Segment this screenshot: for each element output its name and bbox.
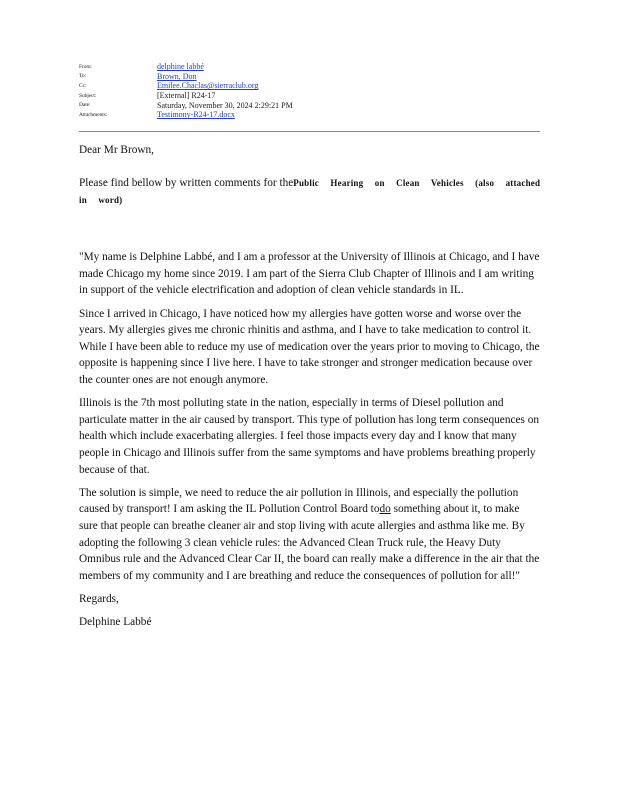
header-row-subject [79,91,540,101]
from-value-link[interactable]: delphine labbé [157,62,204,72]
header-row-date [79,100,540,110]
paragraph-2: Since I arrived in Chicago, I have noticed how my allergies have gotten worse and worse over the years. My allergies gives me chronic rhinitis and asthma, and I have to take medication to control it. While I have been able to reduce my use of medication over the years prior to moving to Chicago, the opposite is happening since I live here. I have to take stronger and stronger medication because over the counter ones are not enough anymore. [79,307,540,387]
to-label: To: [79,73,86,80]
header-divider [79,131,540,132]
intro-text: Please find bellow by written comments for the [79,177,294,190]
subject-label: Subject: [79,92,97,99]
paragraph-1: "My name is Delphine Labbé, and I am a professor at the University of Illinois at Chicago, and I have made Chicago my home since 2019. I am part of the Sierra Club Chapter of Illinois and I am writing in support of the vehicle electrification and adoption of clean vehicle standards in IL. [79,251,540,297]
paragraph-4-part-1: The solution is simple, we need to reduce the air pollution in Illinois, and especially the pollution caused by transport! I am asking the IL Pollution Control Board to [79,486,519,516]
header-row-to [79,72,540,82]
date-value: Saturday, November 30, 2024 2:29:21 PM [157,100,293,110]
subject-value: [External] R24-17 [157,91,216,101]
from-label: From: [79,63,92,70]
paragraph-4-underlined: do [379,503,391,516]
header-row-attachments [79,110,540,120]
email-header [79,62,540,120]
attachments-label: Attachments: [79,111,108,118]
intro-bold-text: Public Hearing on Clean Vehicles (also attached in word) [79,178,541,205]
greeting: Dear Mr Brown, [79,144,154,156]
date-label: Date: [79,102,91,109]
attachment-link[interactable]: Testimony-R24-17.docx [157,110,235,120]
paragraph-4-part-2: something about it, to make sure that people can breathe cleaner air and stop living with acute allergies and asthma like me. By adopting the following 3 clean vehicle rules: the Advanced Clean Truck rule, the Heavy Duty Omnibus rule and the Advanced Clear Car II, the board can really make a difference in the air that the members of my community and I are breathing and reduce the consequences of pollution for all!" [79,503,540,582]
header-row-from [79,62,540,72]
signature: Delphine Labbé [79,616,152,629]
to-value-link[interactable]: Brown, Don [157,71,197,81]
intro-paragraph [79,175,541,208]
closing: Regards, [79,592,119,605]
cc-label: Cc: [79,82,87,89]
cc-value-link[interactable]: Emilee.Chaclas@sierraclub.org [157,81,259,91]
paragraph-4 [79,485,541,585]
paragraph-3: Illinois is the 7th most polluting state in the nation, especially in terms of Diesel pollution and particulate matter in the air caused by transport. This type of pollution has long term consequences on health which include exacerbating allergies. I feel those impacts every day and I know that many people in Chicago and Illinois suffer from the same symptoms and have problems breathing properly because of that. [79,397,540,476]
header-row-cc [79,81,540,91]
email-body [79,142,541,631]
